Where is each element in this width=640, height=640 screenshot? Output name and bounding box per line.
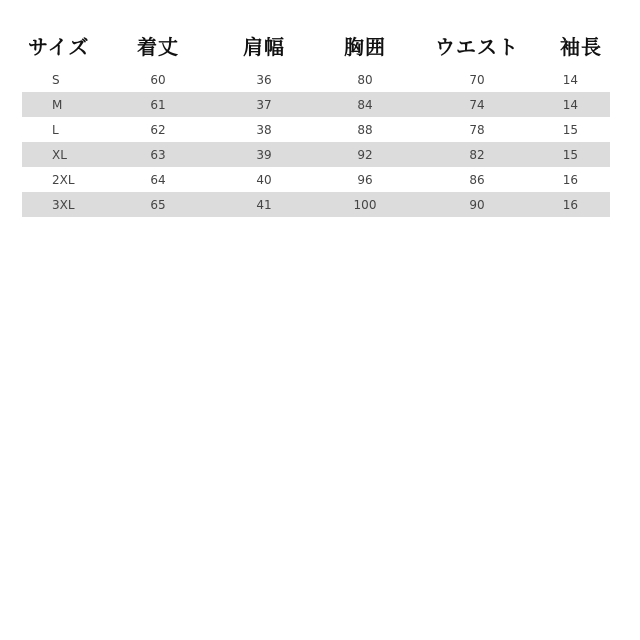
cell-sleeve: 14 <box>562 72 578 87</box>
cell-sleeve: 14 <box>562 97 578 112</box>
table-row <box>22 142 610 167</box>
table-row <box>22 117 610 142</box>
cell-chest: 92 <box>357 147 373 162</box>
cell-chest: 88 <box>357 122 373 137</box>
cell-shoulder: 36 <box>256 72 272 87</box>
cell-length: 64 <box>150 172 166 187</box>
cell-shoulder: 38 <box>256 122 272 137</box>
cell-shoulder: 40 <box>256 172 272 187</box>
cell-sleeve: 15 <box>562 147 578 162</box>
cell-length: 62 <box>150 122 166 137</box>
cell-size: L <box>52 122 59 137</box>
header-size: サイズ <box>28 34 90 59</box>
header-length: 着丈 <box>137 34 179 59</box>
table-header-row <box>22 28 610 62</box>
cell-size: 3XL <box>52 197 75 212</box>
cell-waist: 90 <box>469 197 485 212</box>
header-waist: ウエスト <box>435 34 519 59</box>
cell-chest: 100 <box>353 197 377 212</box>
table-row <box>22 92 610 117</box>
cell-sleeve: 16 <box>562 172 578 187</box>
cell-shoulder: 39 <box>256 147 272 162</box>
cell-size: M <box>52 97 63 112</box>
cell-size: 2XL <box>52 172 75 187</box>
header-sleeve: 袖長 <box>560 34 602 59</box>
size-chart-table <box>22 28 610 217</box>
cell-sleeve: 16 <box>562 197 578 212</box>
cell-waist: 70 <box>469 72 485 87</box>
cell-waist: 82 <box>469 147 485 162</box>
cell-waist: 74 <box>469 97 485 112</box>
cell-length: 60 <box>150 72 166 87</box>
cell-size: S <box>52 72 60 87</box>
header-shoulder: 肩幅 <box>243 34 285 59</box>
cell-length: 65 <box>150 197 166 212</box>
cell-chest: 84 <box>357 97 373 112</box>
cell-size: XL <box>52 147 67 162</box>
cell-shoulder: 37 <box>256 97 272 112</box>
cell-length: 63 <box>150 147 166 162</box>
cell-chest: 96 <box>357 172 373 187</box>
cell-waist: 78 <box>469 122 485 137</box>
table-row <box>22 167 610 192</box>
cell-sleeve: 15 <box>562 122 578 137</box>
cell-chest: 80 <box>357 72 373 87</box>
table-row <box>22 67 610 92</box>
table-row <box>22 192 610 217</box>
cell-length: 61 <box>150 97 166 112</box>
cell-waist: 86 <box>469 172 485 187</box>
cell-shoulder: 41 <box>256 197 272 212</box>
header-chest: 胸囲 <box>344 34 386 59</box>
